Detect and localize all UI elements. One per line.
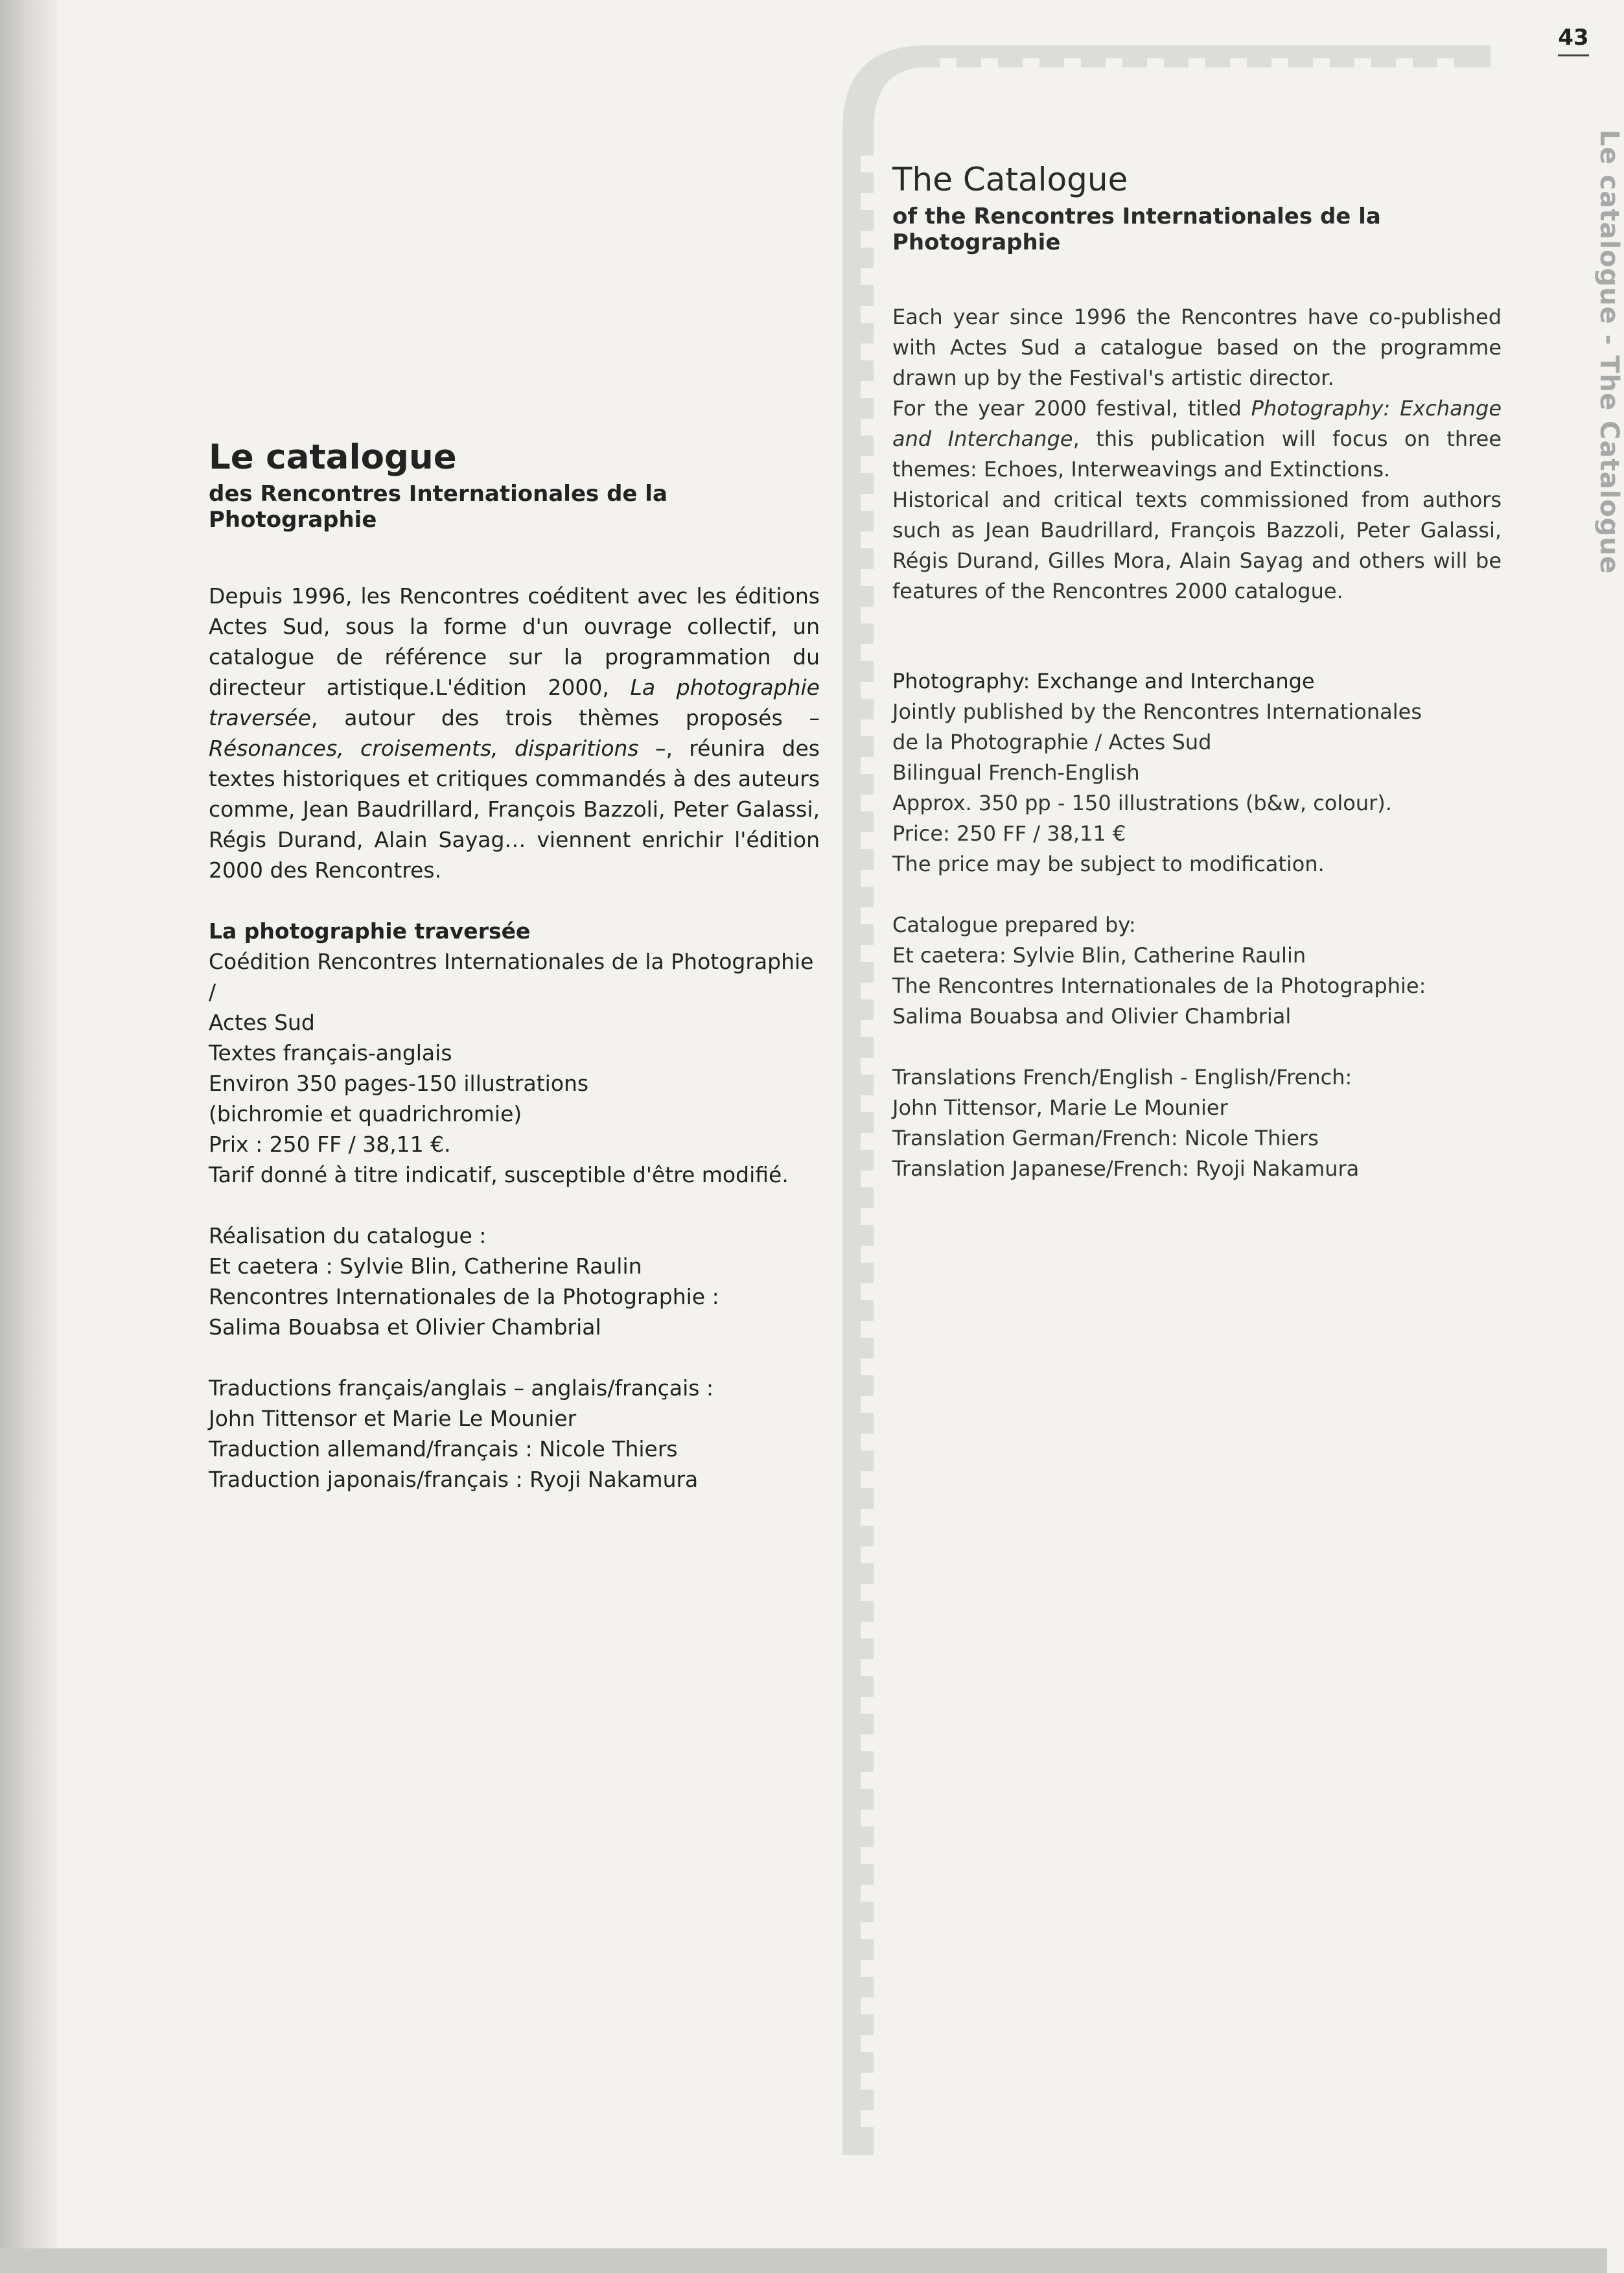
french-book-line: Environ 350 pages-150 illustrations [209, 1071, 589, 1096]
french-book-heading: La photographie traversée [209, 918, 531, 944]
frame-notch [861, 1434, 875, 1451]
frame-notch [1147, 58, 1164, 69]
frame-notch [1189, 58, 1205, 69]
french-translation-line: Traductions français/anglais – anglais/français : [209, 1375, 714, 1401]
frame-notch [861, 2035, 875, 2052]
french-intro-part1: Depuis 1996, les Rencontres coéditent avec les éditions Actes Sud, sous la forme d'un ouvrage collectif, un catalogue de référence sur la programmation du directeur artistique.L'édition 2000, [209, 583, 820, 700]
frame-notch [861, 306, 875, 323]
frame-notch [861, 193, 875, 210]
english-credit-line: Salima Bouabsa and Olivier Chambrial [892, 1004, 1292, 1029]
side-title: Le catalogue - The Catalogue [1594, 130, 1624, 574]
french-intro-themes: Résonances, croisements, disparitions [209, 736, 639, 761]
english-translation-line: John Tittensor, Marie Le Mounier [892, 1095, 1228, 1120]
frame-notch [861, 1885, 875, 1902]
frame-notch [861, 1133, 875, 1150]
frame-notch [981, 58, 998, 69]
frame-notch [861, 456, 875, 473]
frame-notch [861, 1734, 875, 1751]
frame-notch [861, 1095, 875, 1112]
english-intro-paragraph-2 [892, 393, 1502, 485]
frame-notch [861, 870, 875, 887]
frame-notch [861, 1810, 875, 1826]
english-book-line: de la Photographie / Actes Sud [892, 730, 1212, 754]
french-intro-part2: , autour des trois thèmes proposés – [310, 705, 820, 730]
frame-notch [861, 231, 875, 248]
frame-notch [861, 1171, 875, 1187]
frame-notch [861, 381, 875, 398]
frame-notch [861, 1321, 875, 1338]
frame-notch [861, 1659, 875, 1676]
frame-notch [861, 607, 875, 624]
bottom-strip [0, 2248, 1607, 2273]
frame-notch [861, 1358, 875, 1375]
frame-notch [1437, 58, 1454, 69]
french-book-line: Tarif donné à titre indicatif, susceptible d'être modifié. [209, 1162, 789, 1187]
english-book-line: Jointly published by the Rencontres Internationales [892, 699, 1422, 724]
english-intro-part1: For the year 2000 festival, titled [892, 396, 1251, 421]
english-book-line: Price: 250 FF / 38,11 € [892, 821, 1126, 846]
english-translation-line: Translations French/English - English/French: [892, 1065, 1352, 1090]
frame-notch [1230, 58, 1247, 69]
french-credit-line: Salima Bouabsa et Olivier Chambrial [209, 1314, 601, 1340]
french-intro-part3: –, réunira des textes historiques et critiques commandés à des auteurs comme, Jean Baudrillard, François Bazzoli, Peter Galassi, Régis Durand, Alain Sayag… viennent enrichir l'édition 2000 des Rencontres. [209, 736, 820, 883]
frame-notch [861, 682, 875, 699]
french-book-line: Textes français-anglais [209, 1040, 452, 1066]
frame-notch [861, 795, 875, 811]
frame-notch [861, 2110, 875, 2127]
frame-notch [861, 1847, 875, 1864]
frame-notch [1023, 58, 1039, 69]
frame-notch [861, 2073, 875, 2090]
frame-notch [1271, 58, 1288, 69]
frame-notch [861, 494, 875, 511]
french-credit-line: Réalisation du catalogue : [209, 1223, 487, 1248]
french-book-block [209, 916, 820, 1190]
english-book-line: The price may be subject to modification. [892, 852, 1325, 876]
frame-notch [861, 1546, 875, 1563]
english-credits-block [892, 910, 1502, 1032]
frame-notch [940, 58, 957, 69]
french-credit-line: Et caetera : Sylvie Blin, Catherine Raulin [209, 1253, 642, 1279]
english-credit-line: Catalogue prepared by: [892, 913, 1136, 937]
french-column [209, 437, 820, 1495]
english-intro-paragraph-1: Each year since 1996 the Rencontres have co-published with Actes Sud a catalogue based on the programme drawn up by the Festival's artistic director. [892, 305, 1502, 390]
frame-notch [861, 757, 875, 774]
frame-notch [861, 1697, 875, 1714]
frame-notch [861, 531, 875, 548]
english-subtitle: of the Rencontres Internationales de la Photographie [892, 204, 1381, 255]
english-book-line: Bilingual French-English [892, 760, 1140, 785]
frame-notch [1354, 58, 1371, 69]
english-book-block [892, 666, 1502, 880]
english-intro-book-title: Photography: Exchange and Interchange [892, 396, 1502, 451]
french-translation-line: Traduction allemand/français : Nicole Thiers [209, 1436, 678, 1462]
french-intro-paragraph [209, 581, 820, 885]
frame-notch [861, 1960, 875, 1977]
english-book-line: Approx. 350 pp - 150 illustrations (b&w, colour). [892, 791, 1392, 815]
english-translations-block [892, 1062, 1502, 1184]
page-number: 43 [1558, 25, 1589, 56]
frame-notch [861, 1922, 875, 1939]
frame-notch [861, 268, 875, 285]
frame-notch [861, 1396, 875, 1413]
frame-notch [861, 1471, 875, 1488]
frame-notch [861, 1283, 875, 1300]
french-book-line: Coédition Rencontres Internationales de la Photographie / [209, 949, 814, 1005]
frame-notch [861, 719, 875, 736]
english-credit-line: The Rencontres Internationales de la Photographie: [892, 973, 1426, 998]
french-translation-line: Traduction japonais/français : Ryoji Nakamura [209, 1467, 699, 1492]
english-translation-line: Translation Japanese/French: Ryoji Nakamura [892, 1156, 1360, 1181]
frame-notch [861, 1020, 875, 1037]
french-intro-book-title: La photographie traversée [209, 675, 820, 730]
frame-notch [861, 1058, 875, 1075]
french-book-line: Prix : 250 FF / 38,11 €. [209, 1132, 451, 1157]
frame-notch [861, 1246, 875, 1263]
frame-notch [861, 569, 875, 586]
english-credit-line: Et caetera: Sylvie Blin, Catherine Raulin [892, 943, 1306, 968]
frame-notch [861, 1772, 875, 1789]
english-book-heading: Photography: Exchange and Interchange [892, 669, 1315, 694]
frame-notch [861, 1584, 875, 1601]
french-subtitle: des Rencontres Internationales de la Photographie [209, 481, 667, 533]
frame-notch [861, 1622, 875, 1638]
english-intro-paragraph-3: Historical and critical texts commissioned from authors such as Jean Baudrillard, François Bazzoli, Peter Galassi, Régis Durand, Gilles Mora, Alain Sayag and others will be features of the Rencontres 2000 catalogue. [892, 487, 1502, 603]
frame-notch [861, 644, 875, 661]
french-translation-line: John Tittensor et Marie Le Mounier [209, 1406, 577, 1431]
frame-notch [1313, 58, 1330, 69]
frame-notch [861, 983, 875, 999]
frame-notch [861, 832, 875, 849]
french-book-line: (bichromie et quadrichromie) [209, 1101, 522, 1126]
frame-notch [861, 1509, 875, 1526]
frame-notch [861, 1998, 875, 2014]
english-title: The Catalogue [892, 161, 1128, 198]
frame-notch [861, 419, 875, 436]
english-translation-line: Translation German/French: Nicole Thiers [892, 1126, 1319, 1150]
frame-notch [1064, 58, 1081, 69]
french-book-line: Actes Sud [209, 1010, 315, 1035]
frame-notch [861, 907, 875, 924]
frame-notch [861, 156, 875, 172]
english-column [892, 161, 1502, 1184]
frame-notch [861, 344, 875, 360]
frame-notch [1106, 58, 1122, 69]
french-credits-block [209, 1220, 820, 1342]
french-credit-line: Rencontres Internationales de la Photographie : [209, 1284, 719, 1309]
frame-notch [861, 945, 875, 962]
french-translations-block [209, 1373, 820, 1495]
english-intro-part2: , this publication will focus on three themes: Echoes, Interweavings and Extinctions. [892, 426, 1502, 482]
frame-notch [861, 1208, 875, 1225]
french-title: Le catalogue [209, 437, 457, 477]
frame-notch [1396, 58, 1413, 69]
